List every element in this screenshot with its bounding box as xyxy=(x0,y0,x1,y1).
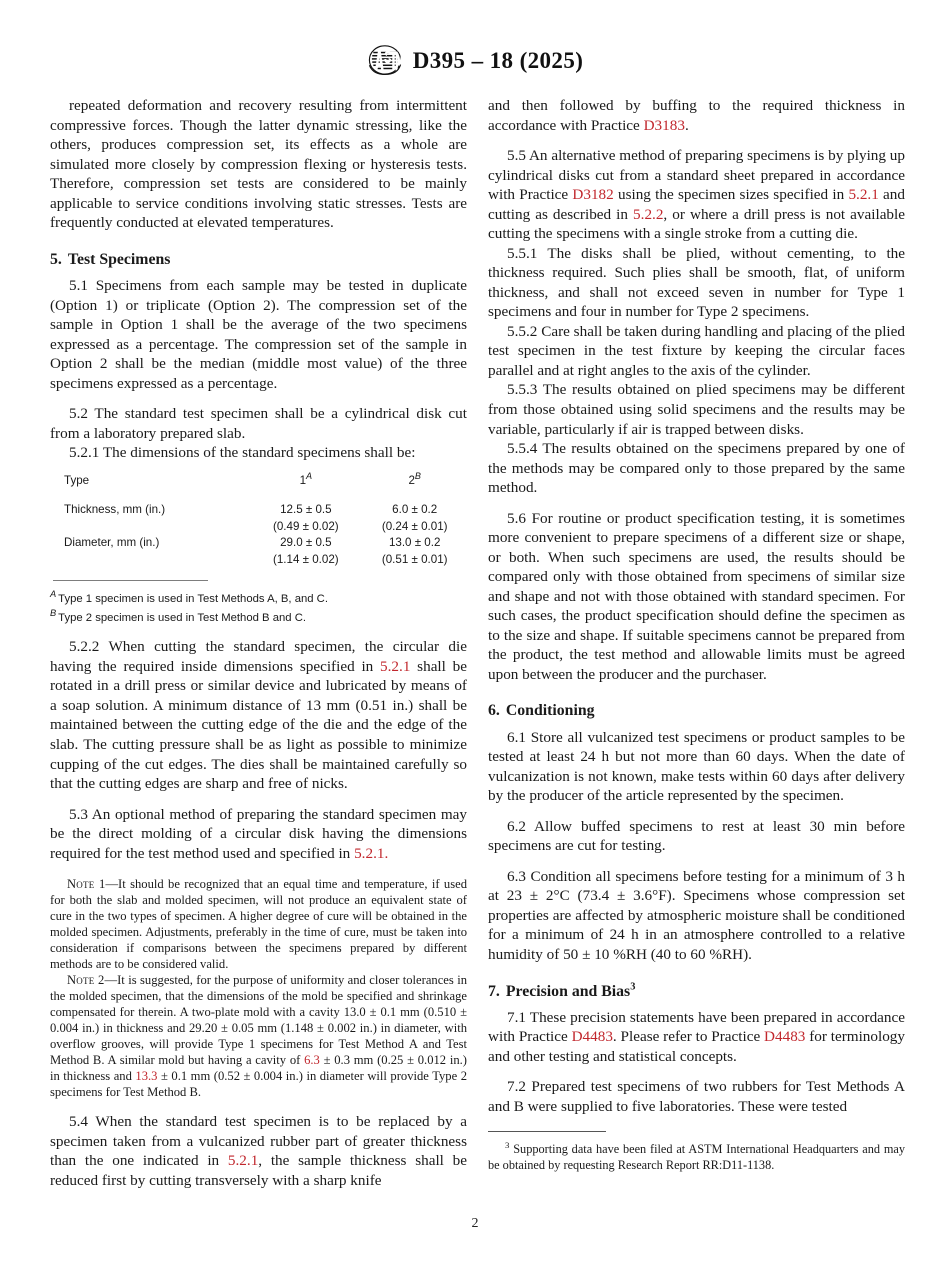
p71-text-b: . Please refer to Practice xyxy=(612,1028,765,1046)
note-1-label: Note 1 xyxy=(67,877,106,892)
table-header-type-2 xyxy=(362,470,467,502)
xref-d4483-b[interactable]: D4483 xyxy=(764,1028,806,1046)
paragraph-6-1: 6.1 Store all vulcanized test specimens or product samples to be tested at least 24 h but not more than 60 days. When the date of vulcanization is not known, make tests within 60 days after delivery by the producer of the article represented by the specimen. xyxy=(488,728,905,805)
paragraph-5-6: 5.6 For routine or product specification testing, it is sometimes more convenient to prepare specimens of a different size or shape, or both. When such specimens are used, the results should be compared only with those obtained from specimens of similar size and shape and not with those obtained with standard specimen. For such cases, the product specification should define the specimen as to the size and shape. If suitable specimens cannot be prepared from the product, the test method and allowable limits must be agreed upon between the producer and the purchaser. xyxy=(488,509,905,683)
xref-5-2-2[interactable]: 5.2.2 xyxy=(633,205,664,223)
diameter-type2-in: (0.51 ± 0.01) xyxy=(381,552,448,566)
paragraph-5-5 xyxy=(488,146,905,244)
table-row xyxy=(50,502,467,518)
p55-text-b: using the specimen sizes specified in xyxy=(613,186,849,204)
paragraph-5-5-1: 5.5.1 The disks shall be plied, without cementing, to the thickness required. Such plies shall be smooth, flat, of uniform thickness, and shall not exceed seven in number for Type 1 specimens and four in number for Type 2 specimens. xyxy=(488,244,905,321)
section-heading-6 xyxy=(488,701,905,721)
footnote-3-text: Supporting data have been filed at ASTM International Headquarters and may be obtained by requesting Research Report RR:D11-1138. xyxy=(488,1141,905,1172)
type1-label: 1 xyxy=(299,473,307,487)
xref-5-2-1-a[interactable]: 5.2.1 xyxy=(380,657,411,675)
table-footnote-a xyxy=(50,588,467,607)
left-column xyxy=(50,96,467,1190)
row-label-diameter: Diameter, mm (in.) xyxy=(64,536,160,550)
p53-text-a: 5.3 An optional method of preparing the standard specimen may be the direct molding of a circular disk having the dimensions required for the test method used and specified in xyxy=(50,805,467,862)
p54-text-b: , the sample thickness shall be reduced first by cutting transversely with a sharp knife xyxy=(50,1152,467,1189)
table-row xyxy=(50,519,467,535)
paragraph-5-5-2: 5.5.2 Care shall be taken during handling and placing of the plied test specimen in the test fixture by keeping the circular faces parallel and at right angles to the axis of the cylinder. xyxy=(488,322,905,379)
paragraph-7-1 xyxy=(488,1008,905,1067)
diameter-type1-in: (1.14 ± 0.02) xyxy=(272,552,339,566)
cont-text-a: and then followed by buffing to the required thickness in accordance with Practice xyxy=(488,97,905,134)
type1-footnote-mark: A xyxy=(306,470,313,481)
p71-text-a: 7.1 These precision statements have been prepared in accordance with Practice xyxy=(488,1008,905,1046)
table-header-row xyxy=(50,473,467,502)
table-row xyxy=(50,552,467,568)
paragraph-6-2: 6.2 Allow buffed specimens to rest at least 30 min before specimens are cut for testing. xyxy=(488,817,905,855)
section-heading-7 xyxy=(488,982,905,1002)
row-label-spacer-2 xyxy=(50,552,249,568)
p522-text-b: shall be rotated in a drill press or similar device and lubricated by means of a soap solution. A minimum distance of 13 mm (0.51 in.) shall be maintained between the cutting edge of the die and the edge of the slab. The cutting pressure shall be as light as possible to minimize cupping of the cut edges. The dies shall be maintained carefully so that the cutting edges are sharp and free of nicks. xyxy=(50,657,467,793)
p55-text-d: , or where a drill press is not available cutting the specimens with a single stroke from a cutting die. xyxy=(488,205,905,243)
note-2 xyxy=(50,973,467,1101)
footnote-3-mark: 3 xyxy=(505,1139,510,1150)
note-2-highlight-diameter: 13.3 xyxy=(135,1069,158,1083)
paragraph-5-2: 5.2 The standard test specimen shall be a cylindrical disk cut from a laboratory prepared slab. xyxy=(50,405,467,442)
note-2-text-b: ± 0.3 mm (0.25 ± 0.012 in.) in thickness and xyxy=(50,1053,467,1083)
xref-5-2-1-c[interactable]: 5.2.1 xyxy=(227,1152,259,1170)
section-5-title: Test Specimens xyxy=(67,250,171,268)
table-row xyxy=(50,535,467,551)
table-header-type: Type xyxy=(64,473,90,487)
thickness-type1-mm: 12.5 ± 0.5 xyxy=(280,503,332,517)
thickness-type2-mm: 6.0 ± 0.2 xyxy=(392,503,438,517)
thickness-type1-in: (0.49 ± 0.02) xyxy=(272,519,339,533)
row-label-thickness: Thickness, mm (in.) xyxy=(64,503,166,517)
note-2-highlight-thickness: 6.3 xyxy=(304,1053,320,1068)
continuation-paragraph xyxy=(488,96,905,135)
astm-logo-icon xyxy=(367,44,403,78)
paragraph-6-3: 6.3 Condition all specimens before testing for a minimum of 3 h at 23 ± 2°C (73.4 ± 3.6°F). Specimens whose compression set properties are affected by atmospheric moisture shall be conditioned for a minimum of 24 h in an atmosphere controlled to a relative humidity of 50 ± 10 %RH (40 to 60 %RH). xyxy=(488,867,905,964)
diameter-type2-mm: 13.0 ± 0.2 xyxy=(388,536,441,550)
p522-text-a: 5.2.2 When cutting the standard specimen, the circular die having the required inside dimensions specified in xyxy=(50,638,467,675)
section-7-footnote-mark: 3 xyxy=(630,981,636,993)
section-6-title: Conditioning xyxy=(505,702,595,720)
paragraph-5-2-2 xyxy=(50,637,467,793)
p55-text-c: and cutting as described in xyxy=(488,186,905,223)
paragraph-5-2-1: 5.2.1 The dimensions of the standard specimens shall be: xyxy=(69,444,416,462)
page-header xyxy=(0,44,950,78)
type2-footnote-mark: B xyxy=(414,470,421,481)
paragraph-5-3 xyxy=(50,805,467,864)
footnote-b-mark: B xyxy=(50,608,57,619)
xref-d3183[interactable]: D3183 xyxy=(643,116,685,134)
note-1 xyxy=(50,877,467,973)
thickness-type2-in: (0.24 ± 0.01) xyxy=(381,519,448,533)
table-footnote-b xyxy=(50,607,467,626)
footnote-b-text: Type 2 specimen is used in Test Method B and C. xyxy=(58,611,307,624)
p55-text-a: 5.5 An alternative method of preparing specimens is by plying up cylindrical disks cut from a standard sheet prepared in accordance with Practice xyxy=(488,147,905,204)
table-footnote-rule xyxy=(53,580,208,581)
paragraph-5-4 xyxy=(50,1112,467,1190)
row-label-spacer-1 xyxy=(50,519,249,535)
p71-text-c: for terminology and other testing and statistical concepts. xyxy=(488,1028,905,1065)
paragraph-5-5-4: 5.5.4 The results obtained on the specimens prepared by one of the methods may be compared only to those prepared by the same method. xyxy=(488,440,905,497)
paragraph-7-2: 7.2 Prepared test specimens of two rubbers for Test Methods A and B were supplied to five laboratories. These were tested xyxy=(488,1078,905,1115)
right-column xyxy=(488,96,905,1173)
diameter-type1-mm: 29.0 ± 0.5 xyxy=(280,536,332,550)
page-title: D395 – 18 (2025) xyxy=(412,48,584,73)
page-number: 2 xyxy=(471,1216,479,1231)
footnote-separator-rule xyxy=(488,1131,606,1132)
note-1-text: —It should be recognized that an equal time and temperature, if used for both the slab and molded specimen, will not produce an equivalent state of cure in the two types of specimen. A higher degree of cure will be obtained in the molded specimen. Adjustments, preferably in the time of cure, must be taken into consideration if comparisons between the specimens prepared by different methods are to be considered valid. xyxy=(50,877,467,972)
p54-text-a: 5.4 When the standard test specimen is to be replaced by a specimen taken from a vulcanized rubber part of greater thickness than the one indicated in xyxy=(50,1112,467,1170)
note-2-text-a: —It is suggested, for the purpose of uniformity and closer tolerances in the molded specimen, that the dimensions of the mold be specified and shrinkage compensated for therein. A two-plate mold with a cavity 13.0 ± 0.1 mm (0.510 ± 0.004 in.) in thickness and 29.20 ± 0.05 mm (1.148 ± 0.002 in.) in diameter, with overflow grooves, will provide Type 1 specimens for Test Method A and Test Method B. A similar mold but having a cavity of xyxy=(50,973,467,1068)
table-header-type-1 xyxy=(249,470,362,502)
section-7-number: 7. xyxy=(488,982,500,1000)
xref-d3182[interactable]: D3182 xyxy=(572,186,614,204)
note-2-text-c: ± 0.1 mm (0.52 ± 0.004 in.) in diameter will provide Type 2 specimens for Test Method B. xyxy=(50,1069,467,1099)
section-heading-5 xyxy=(50,250,467,270)
footnote-a-mark: A xyxy=(50,589,57,600)
section-7-title: Precision and Bias xyxy=(505,982,631,1000)
type2-label: 2 xyxy=(408,473,415,487)
xref-5-2-1-b[interactable]: 5.2.1 xyxy=(354,844,385,862)
xref-5-2-1-d[interactable]: 5.2.1 xyxy=(848,186,879,204)
table-footnotes xyxy=(50,588,467,626)
section-6-number: 6. xyxy=(488,702,500,720)
paragraph-5-5-3: 5.5.3 The results obtained on plied specimens may be different from those obtained using solid specimens and the results may be variable, particularly if air is trapped between disks. xyxy=(488,381,905,438)
section-5-number: 5. xyxy=(50,250,62,268)
note-2-label: Note 2 xyxy=(67,973,105,988)
specimen-dimensions-table xyxy=(50,470,467,568)
footnote-a-text: Type 1 specimen is used in Test Methods A, B, and C. xyxy=(58,592,328,605)
intro-paragraph: repeated deformation and recovery resulting from intermittent compressive forces. Though the latter dynamic stressing, like the others, produces compression set, its effects as a whole are simulated more closely by compression flexing or hysteresis tests. Therefore, compression set tests are considered to be mainly applicable to service conditions involving static stresses. Tests are frequently conducted at elevated temperatures. xyxy=(50,97,467,232)
cont-text-b: . xyxy=(684,116,689,134)
p53-text-b: . xyxy=(384,844,389,862)
paragraph-5-1: 5.1 Specimens from each sample may be tested in duplicate (Option 1) or triplicate (Option 2). The compression set of the sample in Option 1 shall be the average of the two specimens expressed as a percentage. The compression set of the sample in Option 2 shall be the median (middle most value) of the three specimens expressed as a percentage. xyxy=(50,277,467,392)
xref-d4483-a[interactable]: D4483 xyxy=(571,1028,613,1046)
page-footnote-3 xyxy=(488,1141,905,1173)
